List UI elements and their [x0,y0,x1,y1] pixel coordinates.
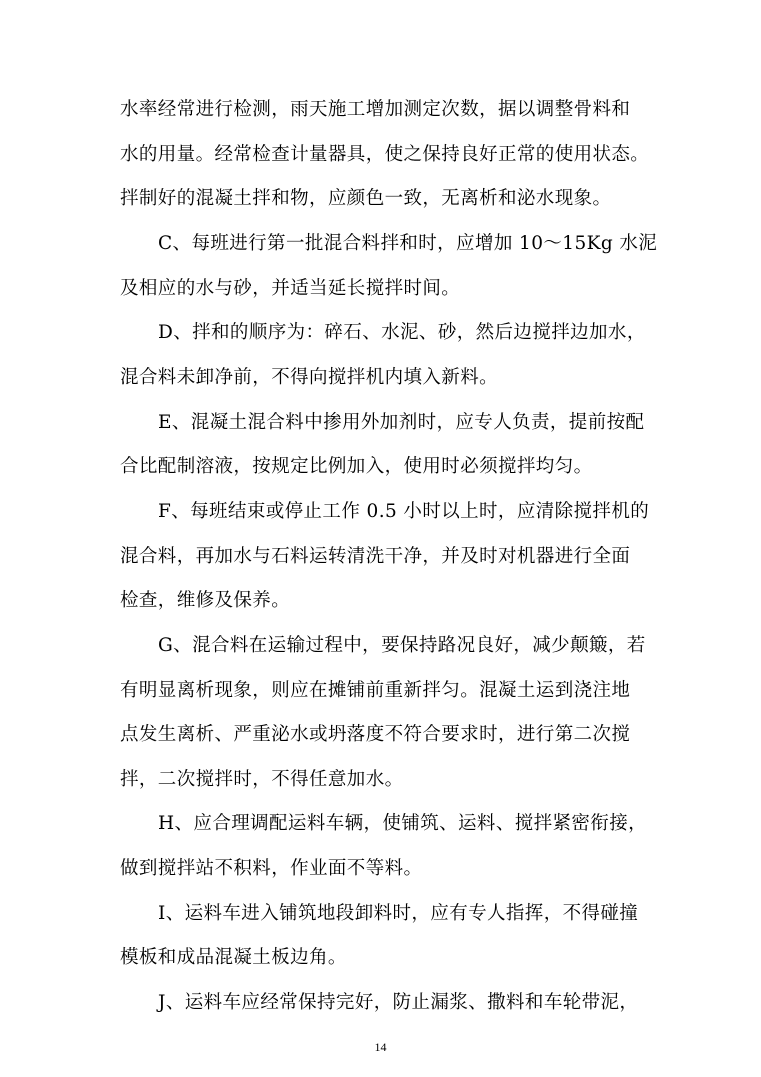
text-line: 水率经常进行检测，雨天施工增加测定次数，据以调整骨料和 [120,99,631,120]
text-line: 拌，二次搅拌时，不得任意加水。 [120,769,404,790]
text-line: 水的用量。经常检查计量器具，使之保持良好正常的使用状态。 [120,144,650,165]
text-line: 检查，维修及保养。 [120,590,291,611]
text-line: 点发生离析、严重泌水或坍落度不符合要求时，进行第二次搅 [120,724,631,745]
text-line: D、拌和的顺序为：碎石、水泥、砂，然后边搅拌边加水， [158,322,646,343]
text-line: G、混合料在运输过程中，要保持路况良好，减少颠簸，若 [158,635,646,656]
text-line: E、混凝土混合料中掺用外加剂时，应专人负责，提前按配 [158,412,645,433]
text-line: 混合料，再加水与石料运转清洗干净，并及时对机器进行全面 [120,546,631,567]
text-line: 有明显离析现象，则应在摊铺前重新拌匀。混凝土运到浇注地 [120,680,631,701]
text-line: 做到搅拌站不积料，作业面不等料。 [120,858,423,879]
text-line: 合比配制溶液，按规定比例加入，使用时必须搅拌均匀。 [120,456,593,477]
text-line: 混合料未卸净前，不得向搅拌机内填入新料。 [120,367,499,388]
text-line: I、运料车进入铺筑地段卸料时，应有专人指挥，不得碰撞 [158,903,639,924]
text-line: C、每班进行第一批混合料拌和时，应增加 10～15Kg 水泥 [158,233,658,254]
text-line: J、运料车应经常保持完好，防止漏浆、撒料和车轮带泥， [158,992,639,1013]
text-line: 模板和成品混凝土板边角。 [120,947,347,968]
text-line: F、每班结束或停止工作 0.5 小时以上时，应清除搅拌机的 [158,501,650,522]
text-line: 拌制好的混凝土拌和物，应颜色一致，无离析和泌水现象。 [120,188,612,209]
page-number: 14 [374,1040,387,1054]
text-line: 及相应的水与砂，并适当延长搅拌时间。 [120,278,461,299]
text-line: H、应合理调配运料车辆，使铺筑、运料、搅拌紧密衔接， [158,813,648,834]
